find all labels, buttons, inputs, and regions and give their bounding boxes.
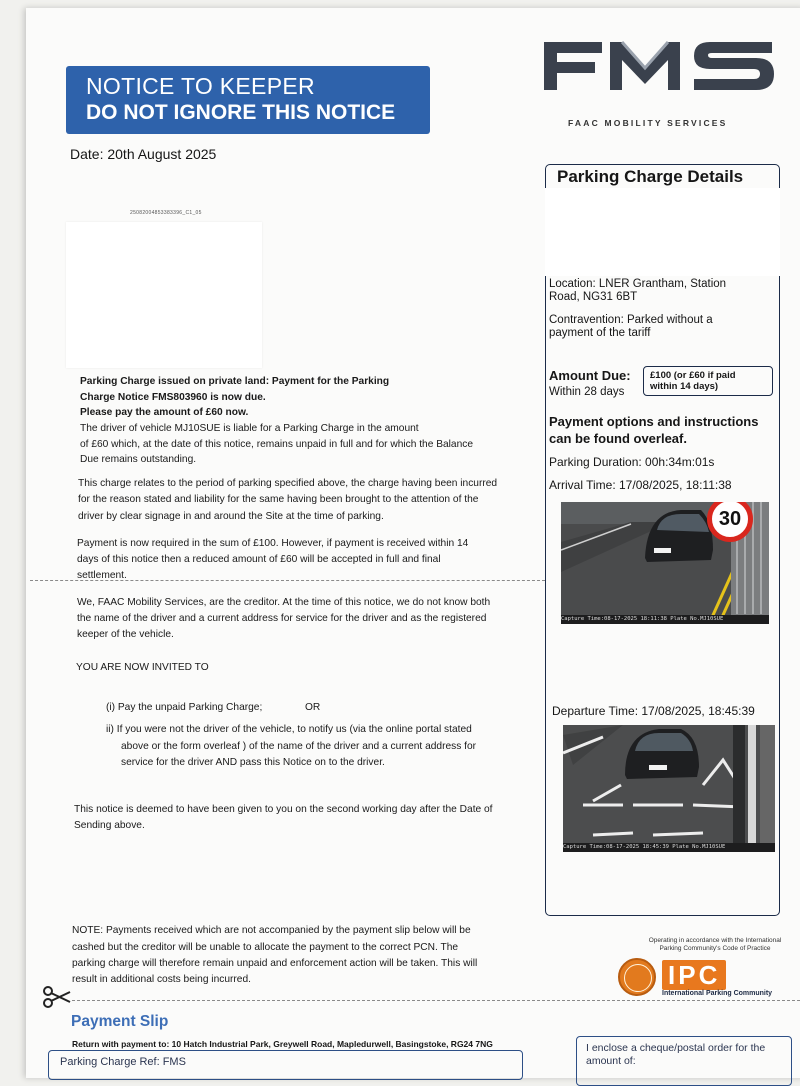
charge-ref-label: Parking Charge Ref: FMS xyxy=(60,1056,186,1068)
logo-subtitle: FAAC MOBILITY SERVICES xyxy=(568,118,728,128)
deemed-line-1: This notice is deemed to have been given to you on the second working day after the Date of xyxy=(74,804,493,815)
p4-line-2: the name of the driver and a current address for service for the driver and as the registered xyxy=(77,613,487,624)
option-2-line-1: ii) If you were not the driver of the vehicle, to notify us (via the online portal stated xyxy=(106,724,472,735)
deemed-line-2: Sending above. xyxy=(74,820,145,831)
p1-line-1: The driver of vehicle MJ10SUE is liable for a Parking Charge in the amount xyxy=(80,423,419,434)
p3-line-2: days of this notice then a reduced amount of £60 will be accepted in full and final xyxy=(77,554,441,565)
p4-line-1: We, FAAC Mobility Services, are the creditor. At the time of this notice, we do not know both xyxy=(77,597,491,608)
note-line-1: NOTE: Payments received which are not accompanied by the payment slip below will be xyxy=(72,925,471,936)
ipc-operating-line-2: Parking Community's Code of Practice xyxy=(659,945,771,952)
p1-line-2: of £60 which, at the date of this notice, remains unpaid in full and for which the Balance xyxy=(80,439,474,450)
enclose-line-1: I enclose a cheque/postal order for the xyxy=(586,1042,766,1054)
option-or: OR xyxy=(305,702,321,713)
notice-banner xyxy=(66,66,430,134)
p3-line-3: settlement. xyxy=(77,570,127,581)
ipc-operating-line-1: Operating in accordance with the International xyxy=(648,937,782,944)
ipc-name: International Parking Community xyxy=(662,990,773,997)
departure-scene xyxy=(563,725,775,852)
ipc-operating-text xyxy=(640,937,790,953)
departure-time: Departure Time: 17/08/2025, 18:45:39 xyxy=(552,704,755,718)
contravention-line-2: payment of the tariff xyxy=(549,327,651,339)
option-2-line-2: above or the form overleaf ) of the name of the driver and a current address for xyxy=(121,741,477,752)
redacted-address xyxy=(66,222,262,368)
intro-line-2: Charge Notice FMS803960 is now due. xyxy=(80,392,266,403)
amount-box-line-2: within 14 days) xyxy=(650,381,719,392)
amount-within: Within 28 days xyxy=(549,386,625,398)
p1-line-3: Due remains outstanding. xyxy=(80,454,197,465)
ipc-badge: IPC xyxy=(662,960,726,990)
payment-return-address: Return with payment to: 10 Hatch Industrial Park, Greywell Road, Mapledurwell, Basingstoke, RG24 7NG xyxy=(72,1039,493,1049)
amount-box-line-1: £100 (or £60 if paid xyxy=(650,370,736,381)
payment-slip-title: Payment Slip xyxy=(71,1013,169,1030)
note-line-2: cashed but the creditor will be unable to allocate the payment to the correct PCN. The xyxy=(72,942,459,953)
details-title: Parking Charge Details xyxy=(557,167,744,186)
invited-heading: YOU ARE NOW INVITED TO xyxy=(76,662,209,673)
ipc-seal-icon xyxy=(618,958,656,996)
intro-line-3: Please pay the amount of £60 now. xyxy=(80,407,249,418)
amount-due-label: Amount Due: xyxy=(549,368,631,383)
fold-line xyxy=(30,580,545,581)
notice-title: NOTICE TO KEEPER xyxy=(86,73,315,99)
amount-due-box xyxy=(643,366,773,396)
p3-line-1: Payment is now required in the sum of £100. However, if payment is received within 14 xyxy=(77,538,469,549)
parking-duration: Parking Duration: 00h:34m:01s xyxy=(549,455,715,469)
arrival-time: Arrival Time: 17/08/2025, 18:11:38 xyxy=(549,478,732,492)
fms-logo xyxy=(540,38,780,98)
scissors-icon xyxy=(42,986,72,1008)
option-2-line-3: service for the driver AND pass this Notice on to the driver. xyxy=(121,757,385,768)
notice-warning: DO NOT IGNORE THIS NOTICE xyxy=(86,101,396,124)
intro-line-1: Parking Charge issued on private land: Payment for the Parking xyxy=(80,376,390,387)
cut-line xyxy=(72,1000,800,1001)
barcode-reference: 25082004853383396_C1_05 xyxy=(130,210,202,216)
note-line-3: parking charge will therefore remain unpaid and enforcement action will be taken. This will xyxy=(72,958,478,969)
departure-capture-caption: Capture Time:08-17-2025 18:45:39 Plate No.MJ10SUE xyxy=(563,843,775,852)
logo-text: FMS xyxy=(660,46,663,47)
p2-line-2: for the reason stated and liability for the same having been brought to the attention of the xyxy=(78,494,479,505)
p4-line-3: keeper of the vehicle. xyxy=(77,629,174,640)
p2-line-1: This charge relates to the period of parking specified above, the charge having been incurred xyxy=(78,478,498,489)
arrival-camera-image xyxy=(561,502,769,624)
arrival-capture-caption: Capture Time:08-17-2025 18:11:38 Plate No.MJ10SUE xyxy=(561,615,769,624)
enclose-line-2: amount of: xyxy=(586,1055,636,1067)
speed-limit-sign: 30 xyxy=(707,502,753,542)
p2-line-3: driver by clear signage in and around the Site at the time of parking. xyxy=(78,511,384,522)
enclose-amount-box xyxy=(576,1036,792,1086)
option-1: (i) Pay the unpaid Parking Charge; xyxy=(106,702,263,713)
payment-options-line-1: Payment options and instructions xyxy=(549,414,759,429)
redacted-charge-info xyxy=(545,188,780,276)
notice-date: Date: 20th August 2025 xyxy=(70,146,217,162)
note-line-4: result in additional costs being incurred. xyxy=(72,974,251,985)
payment-options-line-2: can be found overleaf. xyxy=(549,431,687,446)
location-line-2: Road, NG31 6BT xyxy=(549,291,638,303)
contravention-line-1: Contravention: Parked without a xyxy=(549,314,713,326)
location-line-1: Location: LNER Grantham, Station xyxy=(549,278,727,290)
departure-camera-image xyxy=(563,725,775,852)
